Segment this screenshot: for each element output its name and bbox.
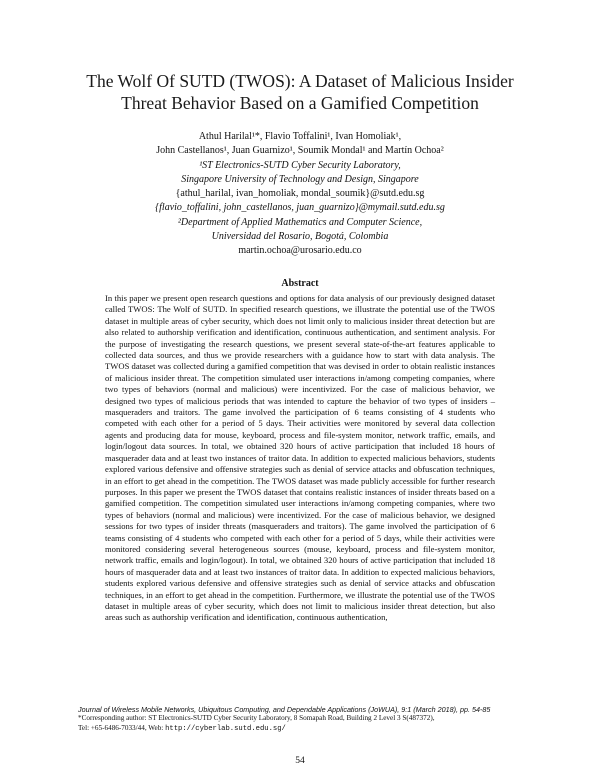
contact-text: Tel: +65-6486-7033/44, Web: [78, 723, 166, 732]
title-line-1: The Wolf Of SUTD (TWOS): A Dataset of Malicious Insider [86, 71, 514, 91]
lab-url-link[interactable]: http://cyberlab.sutd.edu.sg/ [165, 724, 286, 733]
title-line-2: Threat Behavior Based on a Gamified Competition [121, 93, 479, 113]
email-line-3: martin.ochoa@urosario.edu.co [238, 245, 362, 257]
page-number: 54 [295, 756, 305, 766]
email-line-2: {flavio_toffalini, john_castellanos, juan_guarnizo}@mymail.sutd.edu.sg [155, 202, 445, 214]
abstract-body: In this paper we present open research questions and options for data analysis of our previously designed dataset called TWOS: The Wolf of SUTD. In specified research questions, we illustrate the potential use of the TWOS dataset in multiple areas of cyber security, which does not limit only to malicious insider threat detection but are also related to authorship verification and identification, continuous authentication, and sentiment analysis. For the purpose of investigating the research questions, we present several state-of-the-art features applicable to collected data sources, and thus we provide researchers with a guidance how to start with data analysis. The TWOS dataset was collected during a gamified competition that was devised in order to obtain realistic instances of malicious insider threat. The competition simulated user interactions in/among competing companies, where two types of behaviors (normal and malicious) were incentivized. For the case of malicious behavior, we designed two types of malicious periods that was intended to capture the behavior of two types of insiders – masqueraders and traitors. The game involved the participation of 6 teams consisting of 4 students who competed with each other for a period of 5 days. Their activities were monitored by several data collection agents and producing data for mouse, keyboard, process and file-system monitor, network traffic, emails, and login/logout data sources. In total, we obtained 320 hours of active participation that included 18 hours of masquerader data and at least two instances of traitor data. In addition to expected malicious behaviors, students explored various defensive and offensive strategies such as denial of service attacks and obfuscation techniques, in an effort to get ahead in the competition. The TWOS dataset was made publicly accessible for further research purposes. In this paper we present the TWOS dataset that contains realistic instances of insider threats based on a gamified competition. The competition simulated user interactions in/among competing companies, where two types of behaviors (normal and malicious) were incentivized. For the case of malicious behavior, we designed sessions for two types of insider threats (masqueraders and traitors). The game involved the participation of 6 teams consisting of 4 students who competed with each other for a period of 5 days, while their activities were monitored considering several heterogeneous sources (mouse, keyboard, process and file-system monitor, network traffic, emails and login/logout). In total, we obtained 320 hours of active participation that included 18 hours of masquerader data and at least two instances of traitor data. In addition to expected malicious behaviors, students explored various defensive and offensive strategies such as denial of service attacks and obfuscation techniques, in an effort to get ahead in the competition. Furthermore, we illustrate the potential use of the TWOS dataset in multiple areas of cyber security, which does not limit to malicious insider threat detection, but also areas such as authorship verification and identification, continuous authentication, [105, 293, 495, 623]
authors-line-1: Athul Harilal¹*, Flavio Toffalini¹, Ivan Homoliak¹, [198, 131, 402, 142]
affiliation-2-line-2: Universidad del Rosario, Bogotá, Colombia [211, 231, 389, 243]
journal-citation: Journal of Wireless Mobile Networks, Ubiquitous Computing, and Dependable Applications (JoWUA), 9:1 (March 2018), pp. 54-85 [78, 705, 491, 714]
corresponding-author: *Corresponding author: ST Electronics-SUTD Cyber Security Laboratory, 8 Somapah Road, Building 2 Level 3 S(487372), [78, 714, 435, 723]
abstract-heading: Abstract [281, 278, 319, 289]
footnote-block [78, 705, 548, 734]
affiliation-1-line-1: ¹ST Electronics-SUTD Cyber Security Laboratory, [199, 159, 401, 171]
paper-title [40, 70, 560, 114]
affiliation-1-line-2: Singapore University of Technology and Design, Singapore [181, 173, 419, 185]
contact-line [78, 724, 548, 734]
email-line-1: {athul_harilal, ivan_homoliak, mondal_soumik}@sutd.edu.sg [175, 188, 425, 200]
author-block [60, 130, 540, 259]
affiliation-2-line-1: ²Department of Applied Mathematics and Computer Science, [177, 216, 423, 228]
authors-line-2: John Castellanos¹, Juan Guarnizo¹, Soumik Mondal¹ and Martín Ochoa² [156, 145, 444, 157]
